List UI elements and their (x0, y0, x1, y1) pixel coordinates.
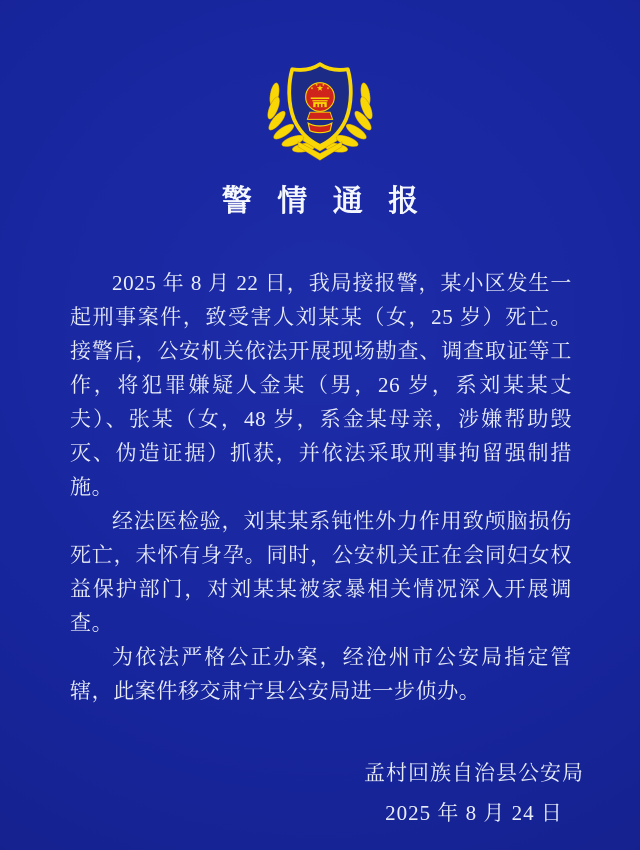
notice-paragraph-3: 为依法严格公正办案，经沧州市公安局指定管辖，此案件移交肃宁县公安局进一步侦办。 (70, 645, 572, 703)
notice-paragraph-1: 2025 年 8 月 22 日，我局接报警，某小区发生一起刑事案件，致受害人刘某某（女，25 岁）死亡。接警后，公安机关依法开展现场勘查、调查取证等工作，将犯罪嫌疑人金某（男，26 岁，系刘某某丈夫）、张某（女，48 岁，系金某母亲，涉嫌帮助毁灭、伪造证据）抓获，并依法采取刑事拘留强制措施。 (70, 271, 572, 499)
issuing-authority: 孟村回族自治县公安局 (364, 761, 584, 785)
notice-body (0, 266, 640, 708)
police-badge-icon (261, 54, 379, 162)
signature-block (344, 754, 604, 832)
notice-title: 警 情 通 报 (221, 185, 428, 218)
notice-paragraph-2: 经法医检验，刘某某系钝性外力作用致颅脑损伤死亡，未怀有身孕。同时，公安机关正在会同妇女权益保护部门，对刘某某被家暴相关情况深入开展调查。 (70, 509, 572, 635)
emblem-container (0, 0, 640, 162)
issue-date: 2025 年 8 月 24 日 (385, 801, 563, 825)
